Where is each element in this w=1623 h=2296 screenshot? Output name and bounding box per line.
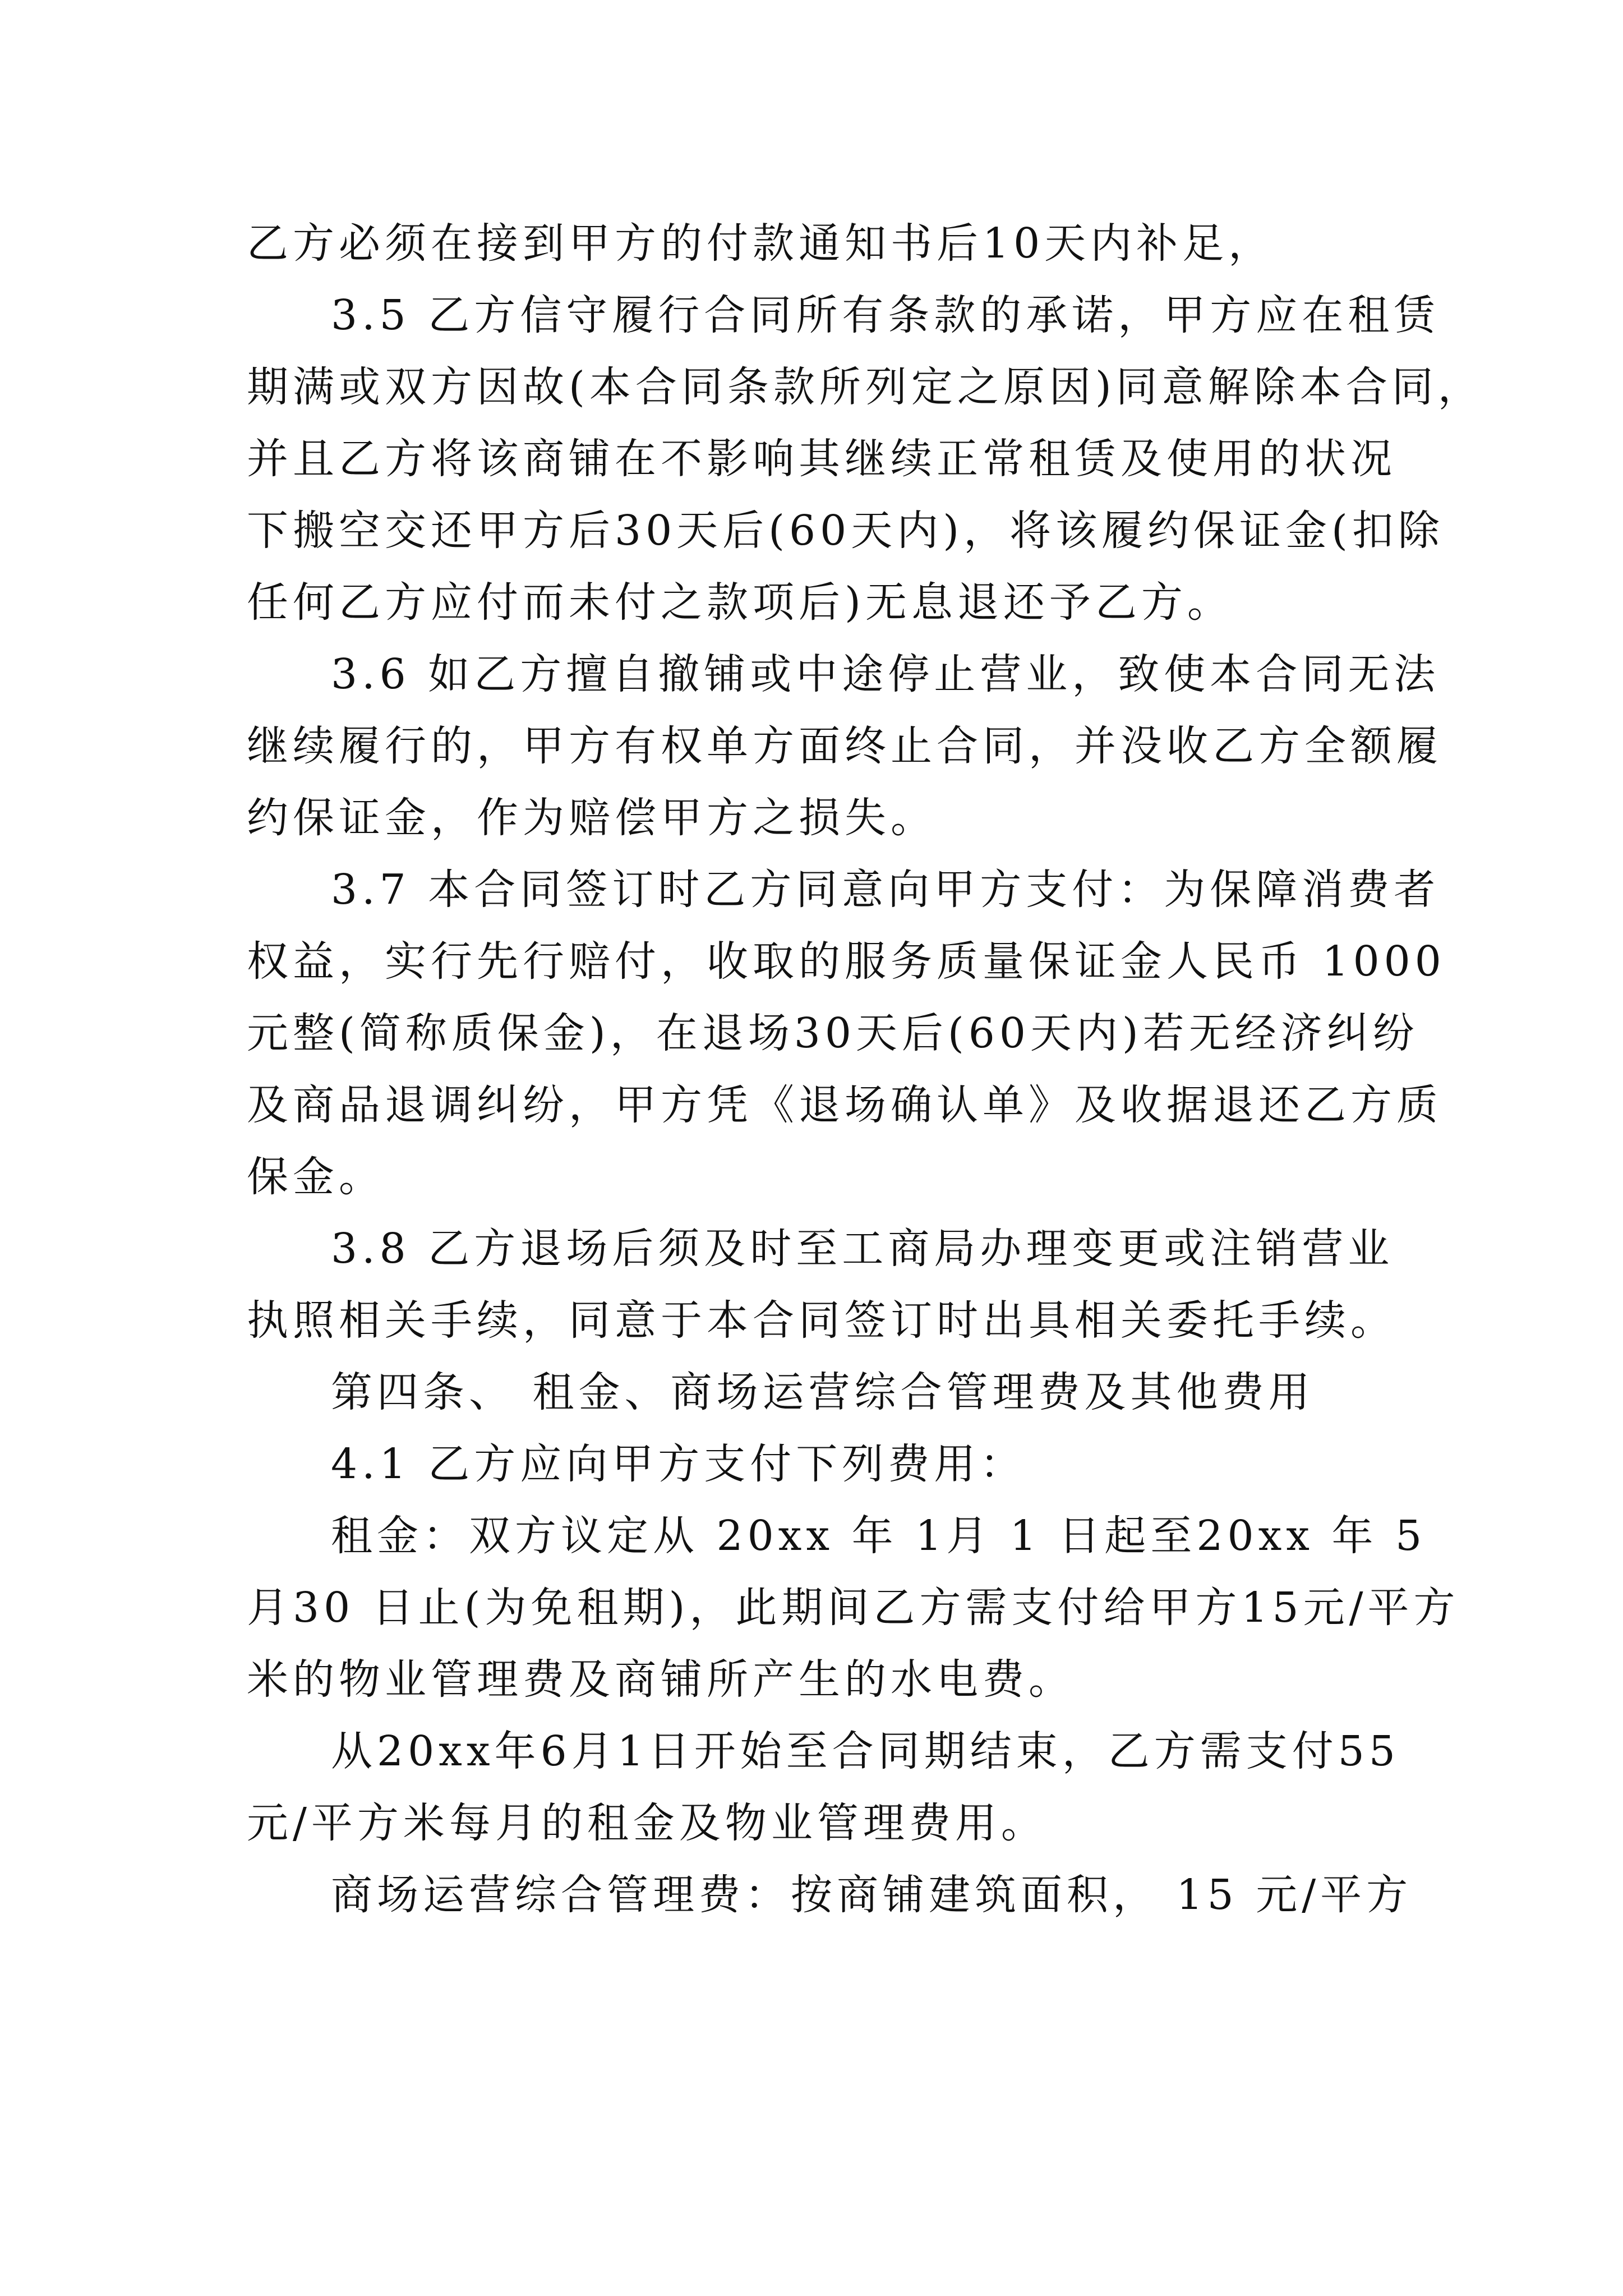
clause-3-7-line: 3.7 本合同签订时乙方同意向甲方支付：为保障消费者 [331,866,1440,914]
rent-period-paragraph-line: 从20xx年6月1日开始至合同期结束，乙方需支付55 [331,1727,1400,1775]
clause-3-6-line: 3.6 如乙方擅自撤铺或中途停止营业，致使本合同无法 [331,650,1440,698]
text-line: 权益，实行先行赔付，收取的服务质量保证金人民币 1000 [247,937,1446,986]
text-line: 期满或双方因故(本合同条款所列定之原因)同意解除本合同， [247,363,1484,411]
text-line: 任何乙方应付而未付之款项后)无息退还予乙方。 [247,578,1233,627]
text-line: 米的物业管理费及商铺所产生的水电费。 [247,1655,1075,1704]
text-line: 乙方必须在接到甲方的付款通知书后10天内补足， [247,219,1275,268]
clause-4-1-line: 4.1 乙方应向甲方支付下列费用： [331,1440,1026,1488]
text-line: 并且乙方将该商铺在不影响其继续正常租赁及使用的状况 [247,435,1396,483]
text-line: 元整(简称质保金)，在退场30天后(60天内)若无经济纠纷 [247,1009,1419,1057]
clause-3-8-line: 3.8 乙方退场后须及时至工商局办理变更或注销营业 [331,1225,1394,1273]
rent-paragraph-line: 租金：双方议定从 20xx 年 1月 1 日起至20xx 年 5 [331,1512,1427,1560]
section-heading-4: 第四条、 租金、商场运营综合管理费及其他费用 [331,1368,1315,1416]
text-line: 继续履行的，甲方有权单方面终止合同，并没收乙方全额履 [247,722,1442,770]
text-line: 及商品退调纠纷，甲方凭《退场确认单》及收据退还乙方质 [247,1081,1442,1129]
clause-3-5-line: 3.5 乙方信守履行合同所有条款的承诺，甲方应在租赁 [331,291,1440,339]
management-fee-paragraph-line: 商场运营综合管理费：按商铺建筑面积， 15 元/平方 [331,1871,1413,1919]
text-line: 保金。 [247,1153,385,1201]
text-line: 约保证金，作为赔偿甲方之损失。 [247,794,937,842]
text-line: 月30 日止(为免租期)，此期间乙方需支付给甲方15元/平方 [247,1584,1460,1632]
text-line: 下搬空交还甲方后30天后(60天内)，将该履约保证金(扣除 [247,507,1444,555]
text-line: 元/平方米每月的租金及物业管理费用。 [247,1799,1047,1847]
text-line: 执照相关手续，同意于本合同签订时出具相关委托手续。 [247,1296,1396,1345]
document-body [247,208,1484,1931]
